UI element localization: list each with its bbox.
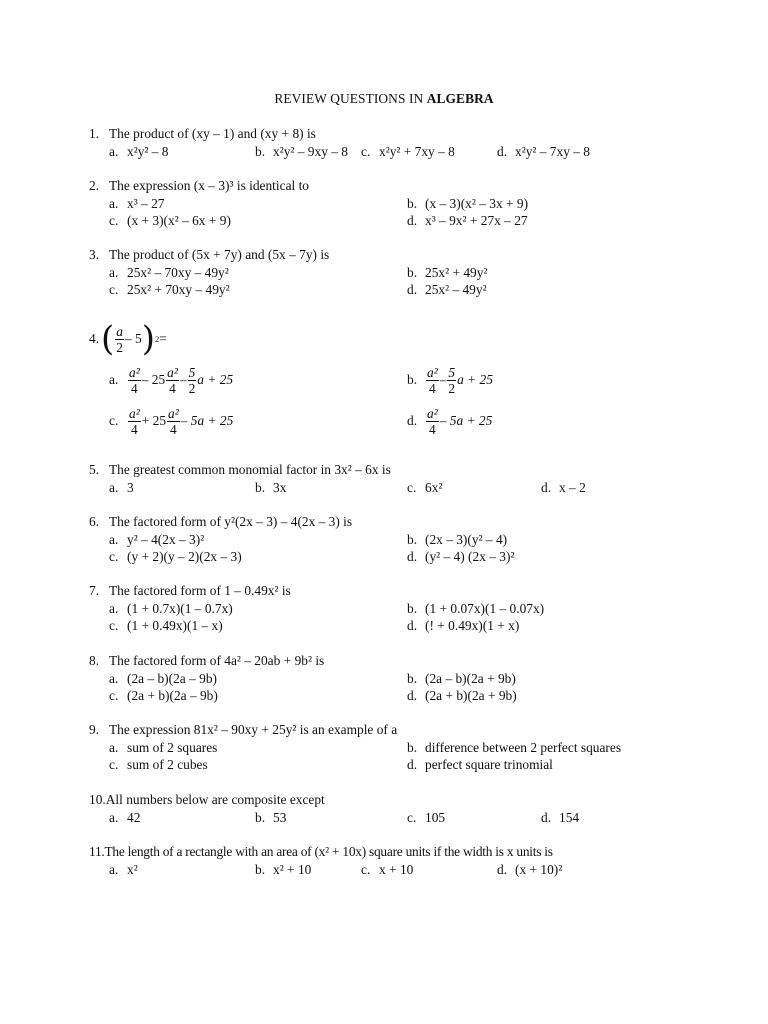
option-d[interactable]: d. $\frac{\text{a²}}{4}$ – 5a + 25 — [407, 405, 493, 437]
question-stem: The factored form of 4a² – 20ab + 9b² is — [109, 653, 325, 668]
question-3 — [89, 246, 689, 298]
option-b[interactable]: b. (1 + 0.07x)(1 – 0.07x) — [407, 601, 545, 616]
option-a[interactable]: a. (1 + 0.7x)(1 – 0.7x) — [109, 601, 233, 616]
question-number: 4. — [89, 331, 100, 346]
question-number: 9. — [89, 722, 100, 737]
question-number: 11. — [89, 844, 105, 859]
question-9 — [89, 721, 689, 773]
question-11 — [89, 843, 689, 878]
option-d[interactable]: d. x³ – 9x² + 27x – 27 — [407, 213, 528, 228]
question-number: 6. — [89, 514, 100, 529]
question-stem: The factored form of y²(2x – 3) – 4(2x – 3) is — [109, 514, 353, 529]
option-d[interactable]: d. x – 2 — [541, 480, 586, 495]
option-d[interactable]: d. x²y² – 7xy – 8 — [497, 144, 590, 159]
question-number: 8. — [89, 653, 100, 668]
option-d[interactable]: d. (! + 0.49x)(1 + x) — [407, 618, 520, 633]
option-a[interactable]: a. x³ – 27 — [109, 196, 165, 211]
question-stem: All numbers below are composite except — [105, 792, 325, 807]
question-stem: The factored form of 1 – 0.49x² is — [109, 583, 291, 598]
option-a[interactable]: a. x² — [109, 862, 138, 877]
question-stem: The expression (x – 3)³ is identical to — [109, 178, 309, 193]
question-number: 7. — [89, 583, 100, 598]
option-c[interactable]: c. 25x² + 70xy – 49y² — [109, 282, 230, 297]
option-a[interactable]: a. 3 — [109, 480, 134, 495]
option-c[interactable]: c. (y + 2)(y – 2)(2x – 3) — [109, 549, 242, 564]
option-b[interactable]: b. x²y² – 9xy – 8 — [255, 144, 348, 159]
option-a[interactable]: a. 25x² – 70xy – 49y² — [109, 265, 229, 280]
question-stem: The greatest common monomial factor in 3x² – 6x is — [109, 462, 391, 477]
option-b[interactable]: b. (x – 3)(x² – 3x + 9) — [407, 196, 529, 211]
option-d[interactable]: d. 25x² – 49y² — [407, 282, 487, 297]
option-b[interactable]: b. difference between 2 perfect squares — [407, 740, 622, 755]
option-a[interactable]: a. y² – 4(2x – 3)² — [109, 532, 205, 547]
question-stem: 4. ( $\frac{a}{2}$ – 5 ) 2 = — [89, 319, 167, 359]
option-c[interactable]: c. (2a + b)(2a – 9b) — [109, 688, 218, 703]
option-c[interactable]: c. $\frac{\text{a²}}{4}$ + 25 $\frac{\text{a²}}{4}$ – 5a + 25 — [109, 405, 234, 437]
option-a[interactable]: a. 42 — [109, 810, 141, 825]
question-1 — [89, 125, 689, 160]
page-title — [0, 91, 768, 107]
question-number: 1. — [89, 126, 100, 141]
option-b[interactable]: b. x² + 10 — [255, 862, 312, 877]
option-c[interactable]: c. x²y² + 7xy – 8 — [361, 144, 455, 159]
option-d[interactable]: d. (2a + b)(2a + 9b) — [407, 688, 517, 703]
question-4 — [89, 318, 689, 438]
question-6 — [89, 513, 689, 565]
option-c[interactable]: c. 6x² — [407, 480, 443, 495]
question-number: 5. — [89, 462, 100, 477]
option-b[interactable]: b. (2a – b)(2a + 9b) — [407, 671, 516, 686]
option-a[interactable]: a. x²y² – 8 — [109, 144, 169, 159]
option-a[interactable]: a. sum of 2 squares — [109, 740, 218, 755]
question-7 — [89, 582, 689, 634]
question-stem: The product of (5x + 7y) and (5x – 7y) is — [109, 247, 330, 262]
question-number: 10. — [89, 792, 106, 807]
option-a[interactable]: a. (2a – b)(2a – 9b) — [109, 671, 217, 686]
question-stem: The expression 81x² – 90xy + 25y² is an example of a — [109, 722, 398, 737]
option-d[interactable]: d. (y² – 4) (2x – 3)² — [407, 549, 515, 564]
title-plain: REVIEW QUESTIONS IN — [274, 91, 427, 106]
option-c[interactable]: c. (x + 3)(x² – 6x + 9) — [109, 213, 231, 228]
option-b[interactable]: b. $\frac{\text{a²}}{4}$ – $\frac{5}{2}$ a + 25 — [407, 364, 493, 396]
option-b[interactable]: b. 3x — [255, 480, 287, 495]
fraction: $\frac{a}{2}$ — [116, 323, 123, 355]
question-stem: The length of a rectangle with an area of (x² + 10x) square units if the width is x units is — [104, 844, 553, 859]
question-5 — [89, 461, 689, 496]
question-2 — [89, 177, 689, 229]
option-d[interactable]: d. 154 — [541, 810, 580, 825]
option-c[interactable]: c. sum of 2 cubes — [109, 757, 208, 772]
option-b[interactable]: b. (2x – 3)(y² – 4) — [407, 532, 508, 547]
question-number: 2. — [89, 178, 100, 193]
option-d[interactable]: d. perfect square trinomial — [407, 757, 553, 772]
option-c[interactable]: c. (1 + 0.49x)(1 – x) — [109, 618, 223, 633]
option-a[interactable]: a. $\frac{\text{a²}}{4}$ – 25 $\frac{\text{a²}}{4}$ – $\frac{5}{2}$ a + 25 — [109, 364, 234, 396]
question-10 — [89, 791, 689, 826]
option-d[interactable]: d. (x + 10)² — [497, 862, 563, 877]
option-c[interactable]: c. x + 10 — [361, 862, 414, 877]
title-bold: ALGEBRA — [426, 91, 494, 106]
option-c[interactable]: c. 105 — [407, 810, 446, 825]
option-b[interactable]: b. 25x² + 49y² — [407, 265, 488, 280]
question-stem: The product of (xy – 1) and (xy + 8) is — [109, 126, 316, 141]
option-b[interactable]: b. 53 — [255, 810, 287, 825]
question-number: 3. — [89, 247, 100, 262]
question-8 — [89, 652, 689, 704]
